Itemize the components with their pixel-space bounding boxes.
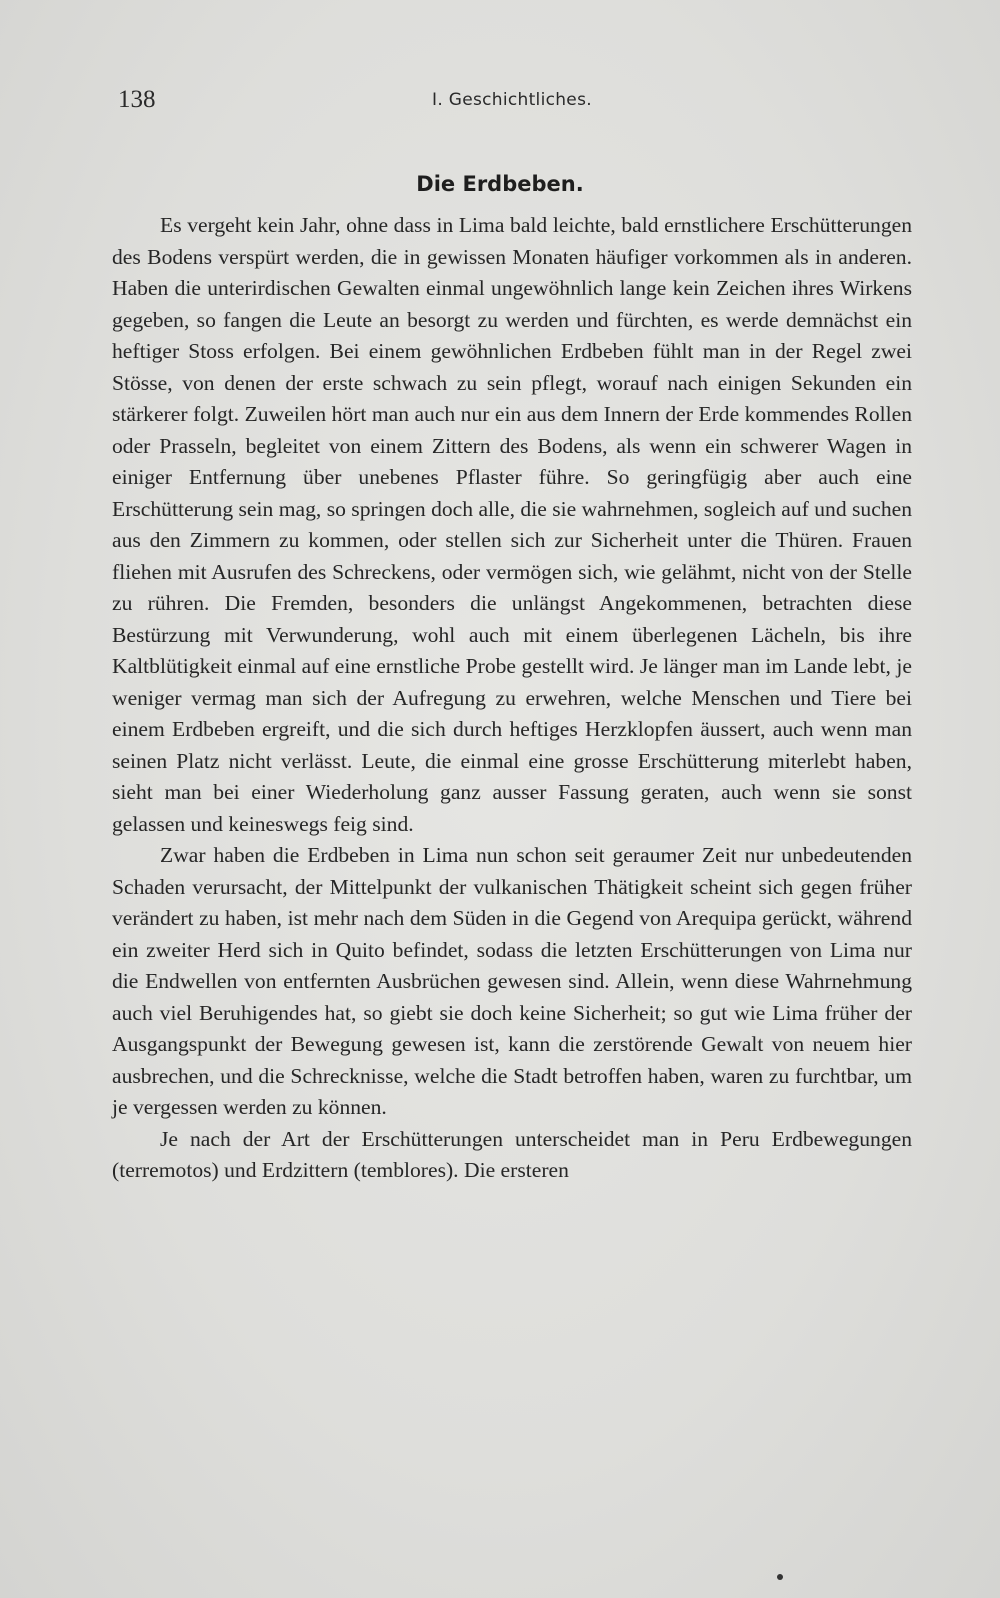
ink-speck — [777, 1574, 783, 1580]
body-text — [112, 210, 912, 1187]
section-heading: Die Erdbeben. — [416, 172, 584, 196]
running-head: I. Geschichtliches. — [432, 90, 592, 110]
paragraph: Je nach der Art der Erschütterungen unterscheidet man in Peru Erdbewegungen (terremotos) und Erdzittern (temblores). Die ersteren — [112, 1126, 912, 1182]
page-header — [118, 86, 913, 122]
page-number: 138 — [118, 86, 156, 113]
paragraph: Zwar haben die Erdbeben in Lima nun schon seit geraumer Zeit nur unbedeutenden Schaden verursacht, der Mittelpunkt der vulkanischen Thätigkeit scheint sich gegen früher verändert zu haben, ist mehr nach dem Süden in die Gegend von Arequipa gerückt, während ein zweiter Herd sich in Quito befindet, sodass die letzten Erschütterungen von Lima nur die Endwellen von entfernten Ausbrüchen gewesen sind. Allein, wenn diese Wahrnehmung auch viel Beruhigendes hat, so giebt sie doch keine Sicherheit; so gut wie Lima früher der Ausgangspunkt der Bewegung gewesen ist, kann die zerstörende Gewalt von neuem hier ausbrechen, und die Schrecknisse, welche die Stadt betroffen haben, waren zu furchtbar, um je vergessen werden zu können. — [112, 843, 912, 1119]
paragraph: Es vergeht kein Jahr, ohne dass in Lima bald leichte, bald ernstlichere Erschütterungen des Bodens verspürt werden, die in gewissen Monaten häufiger vorkommen als in anderen. Haben die unterirdischen Gewalten einmal ungewöhnlich lange kein Zeichen ihres Wirkens gegeben, so fangen die Leute an besorgt zu werden und fürchten, es werde demnächst ein heftiger Stoss erfolgen. Bei einem gewöhnlichen Erdbeben fühlt man in der Regel zwei Stösse, von denen der erste schwach zu sein pflegt, worauf nach einigen Sekunden ein stärkerer folgt. Zuweilen hört man auch nur ein aus dem Innern der Erde kommendes Rollen oder Prasseln, begleitet von einem Zittern des Bodens, als wenn ein schwerer Wagen in einiger Entfernung über unebenes Pflaster führe. So geringfügig aber auch eine Erschütterung sein mag, so springen doch alle, die sie wahrnehmen, sogleich auf und suchen aus den Zimmern zu kommen, oder stellen sich zur Sicherheit unter die Thüren. Frauen fliehen mit Ausrufen des Schreckens, oder vermögen sich, wie gelähmt, nicht von der Stelle zu rühren. Die Fremden, besonders die unlängst Angekommenen, betrachten diese Bestürzung mit Verwunderung, wohl auch mit einem überlegenen Lächeln, bis ihre Kaltblütigkeit einmal auf eine ernstliche Probe gestellt wird. Je länger man im Lande lebt, je weniger vermag man sich der Aufregung zu erwehren, welche Menschen und Tiere bei einem Erdbeben ergreift, und die sich durch heftiges Herzklopfen äussert, auch wenn man seinen Platz nicht verlässt. Leute, die einmal eine grosse Erschütterung miterlebt haben, sieht man bei einer Wiederholung ganz ausser Fassung geraten, auch wenn sie sonst gelassen und keineswegs feig sind. — [112, 213, 912, 836]
